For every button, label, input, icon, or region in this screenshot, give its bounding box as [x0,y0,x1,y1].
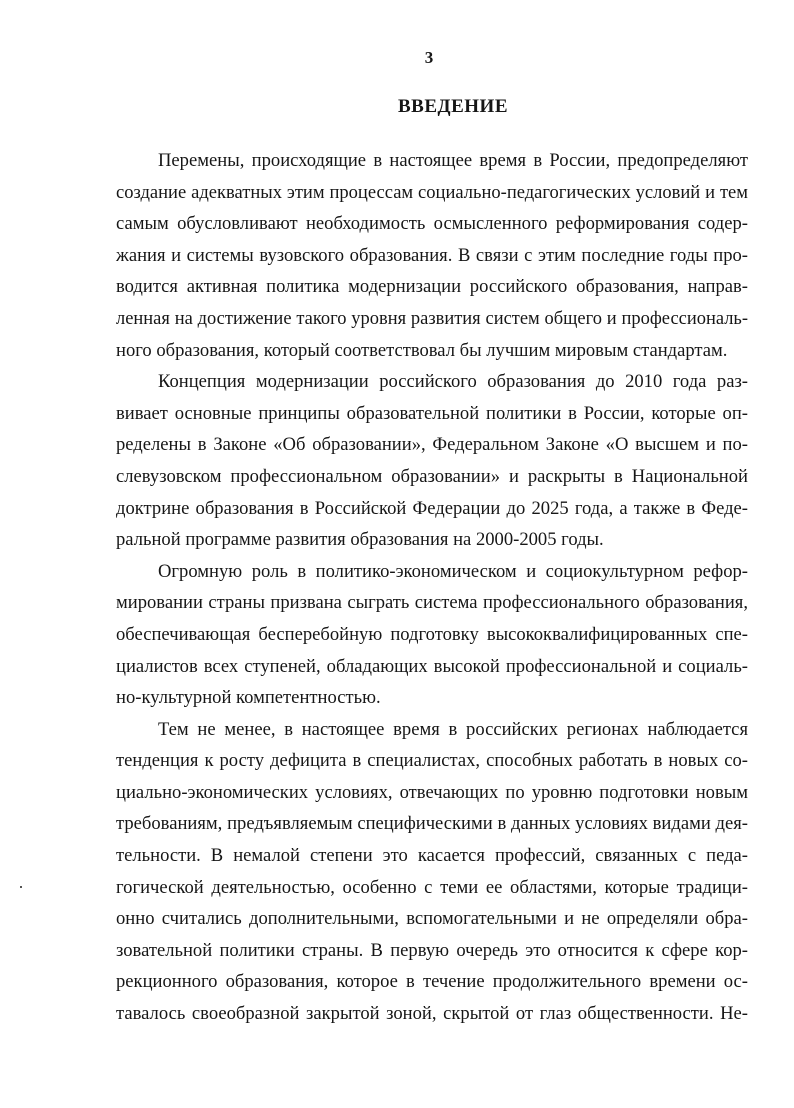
text-line: вивает основные принципы образовательной политики в России, которые оп- [116,402,748,424]
text-line: рекционного образования, которое в течение продолжительного времени ос- [116,971,748,993]
paragraph-2 [116,366,748,556]
paragraph-1 [116,145,748,366]
text-line: ральной программе развития образования на 2000-2005 годы. [116,529,604,551]
text-line: требованиям, предъявляемым специфическими в данных условиях видами дея- [116,813,748,835]
text-line: слевузовском профессиональном образовании» и раскрыты в Национальной [116,465,748,487]
section-heading: ВВЕДЕНИЕ [398,96,508,117]
page-number: 3 [424,48,434,67]
text-line: циалистов всех ступеней, обладающих высокой профессиональной и социаль- [116,655,748,677]
text-line: зовательной политики страны. В первую очередь это относится к сфере кор- [116,939,748,961]
text-line: гогической деятельностью, особенно с теми ее областями, которые традици- [116,876,748,898]
text-line: онно считались дополнительными, вспомогательными и не определяли обра- [116,908,748,930]
body-text [116,145,748,1030]
paragraph-4 [116,714,748,1030]
text-line: доктрине образования в Российской Федерации до 2025 года, а также в Феде- [116,497,748,519]
text-line: но-культурной компетентностью. [116,687,381,709]
text-line: создание адекватных этим процессам социально-педагогических условий и тем [116,181,748,203]
text-line: водится активная политика модернизации российского образования, направ- [116,276,748,298]
text-line: самым обусловливают необходимость осмысленного реформирования содер- [116,213,748,235]
scan-speck [20,886,22,888]
text-line: тельности. В немалой степени это касается профессий, связанных с педа- [116,845,748,867]
text-line: мировании страны призвана сыграть система профессионального образования, [116,592,748,614]
text-line: жания и системы вузовского образования. В связи с этим последние годы про- [116,244,748,266]
text-line: Концепция модернизации российского образования до 2010 года раз- [158,371,748,393]
text-line: Перемены, происходящие в настоящее время в России, предопределяют [158,150,748,171]
text-line: обеспечивающая бесперебойную подготовку высококвалифицированных спе- [116,623,748,645]
text-line: циально-экономических условиях, отвечающих по уровню подготовки новым [116,781,748,803]
text-line: Тем не менее, в настоящее время в российских регионах наблюдается [158,718,748,740]
text-line: тавалось своеобразной закрытой зоной, скрытой от глаз общественности. Не- [116,1003,748,1025]
text-line: ного образования, который соответствовал бы лучшим мировым стандартам. [116,339,728,361]
text-line: Огромную роль в политико-экономическом и социокультурном рефор- [158,560,748,582]
text-line: ределены в Законе «Об образовании», Федеральном Законе «О высшем и по- [116,434,748,456]
text-line: ленная на достижение такого уровня развития систем общего и профессиональ- [116,307,748,328]
paragraph-3 [116,556,748,714]
text-line: тенденция к росту дефицита в специалистах, способных работать в новых со- [116,750,748,772]
